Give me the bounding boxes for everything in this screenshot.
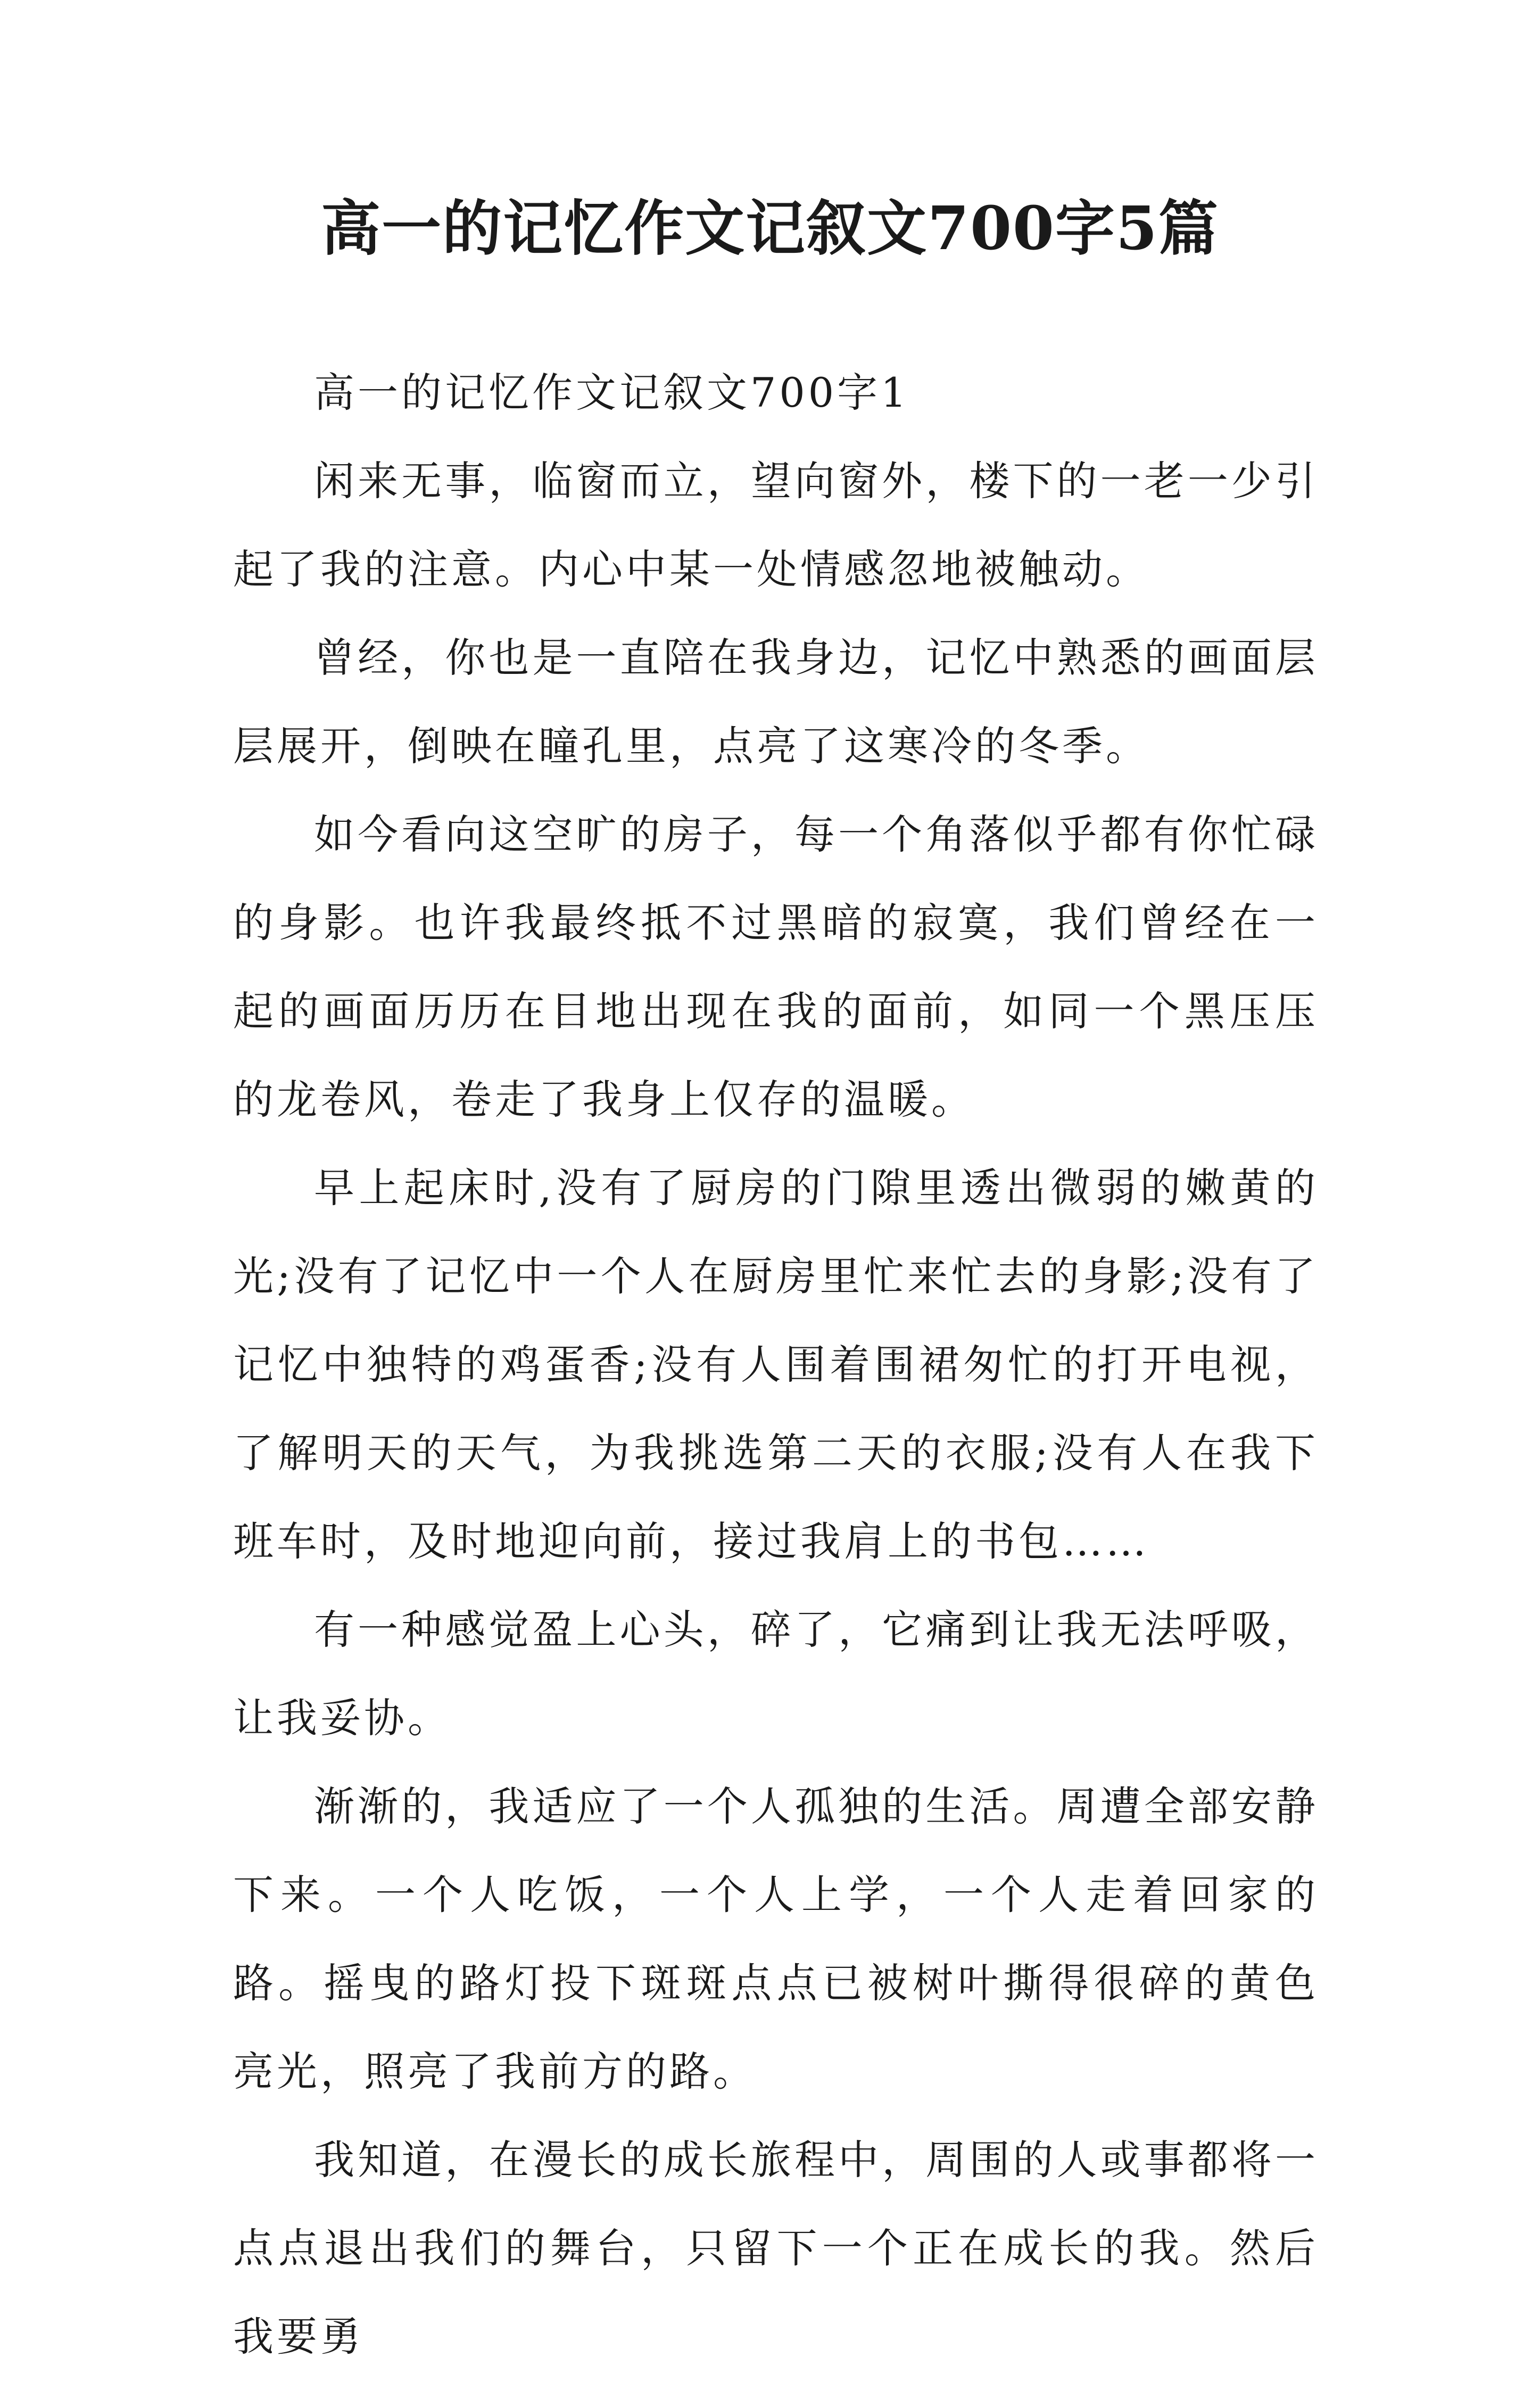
- paragraph: 如今看向这空旷的房子，每一个角落似乎都有你忙碌的身影。也许我最终抵不过黑暗的寂寞，我们曾经在一起的画面历历在目地出现在我的面前，如同一个黑压压的龙卷风，卷走了我身上仅存的温暖。: [233, 811, 1319, 1123]
- document-title: 高一的记忆作文记叙文700字5篇: [321, 194, 1219, 263]
- paragraph: 有一种感觉盈上心头，碎了，它痛到让我无法呼吸，让我妥协。: [233, 1606, 1319, 1742]
- paragraph: 曾经，你也是一直陪在我身边，记忆中熟悉的画面层层展开，倒映在瞳孔里，点亮了这寒冷的冬季。: [233, 634, 1319, 770]
- paragraph: 渐渐的，我适应了一个人孤独的生活。周遭全部安静下来。一个人吃饭，一个人上学，一个人走着回家的路。摇曳的路灯投下斑斑点点已被树叶撕得很碎的黄色亮光，照亮了我前方的路。: [233, 1783, 1319, 2095]
- paragraph: 早上起床时,没有了厨房的门隙里透出微弱的嫩黄的光;没有了记忆中一个人在厨房里忙来忙去的身影;没有了记忆中独特的鸡蛋香;没有人围着围裙匆忙的打开电视，了解明天的天气，为我挑选第二天的衣服;没有人在我下班车时，及时地迎向前，接过我肩上的书包……: [233, 1164, 1319, 1565]
- section-heading: 高一的记忆作文记叙文700字1: [314, 369, 910, 416]
- paragraph: 我知道，在漫长的成长旅程中，周围的人或事都将一点点退出我们的舞台，只留下一个正在成长的我。然后我要勇: [233, 2136, 1319, 2360]
- document-body: [233, 349, 1319, 2381]
- paragraph: 闲来无事，临窗而立，望向窗外，楼下的一老一少引起了我的注意。内心中某一处情感忽地被触动。: [233, 457, 1319, 593]
